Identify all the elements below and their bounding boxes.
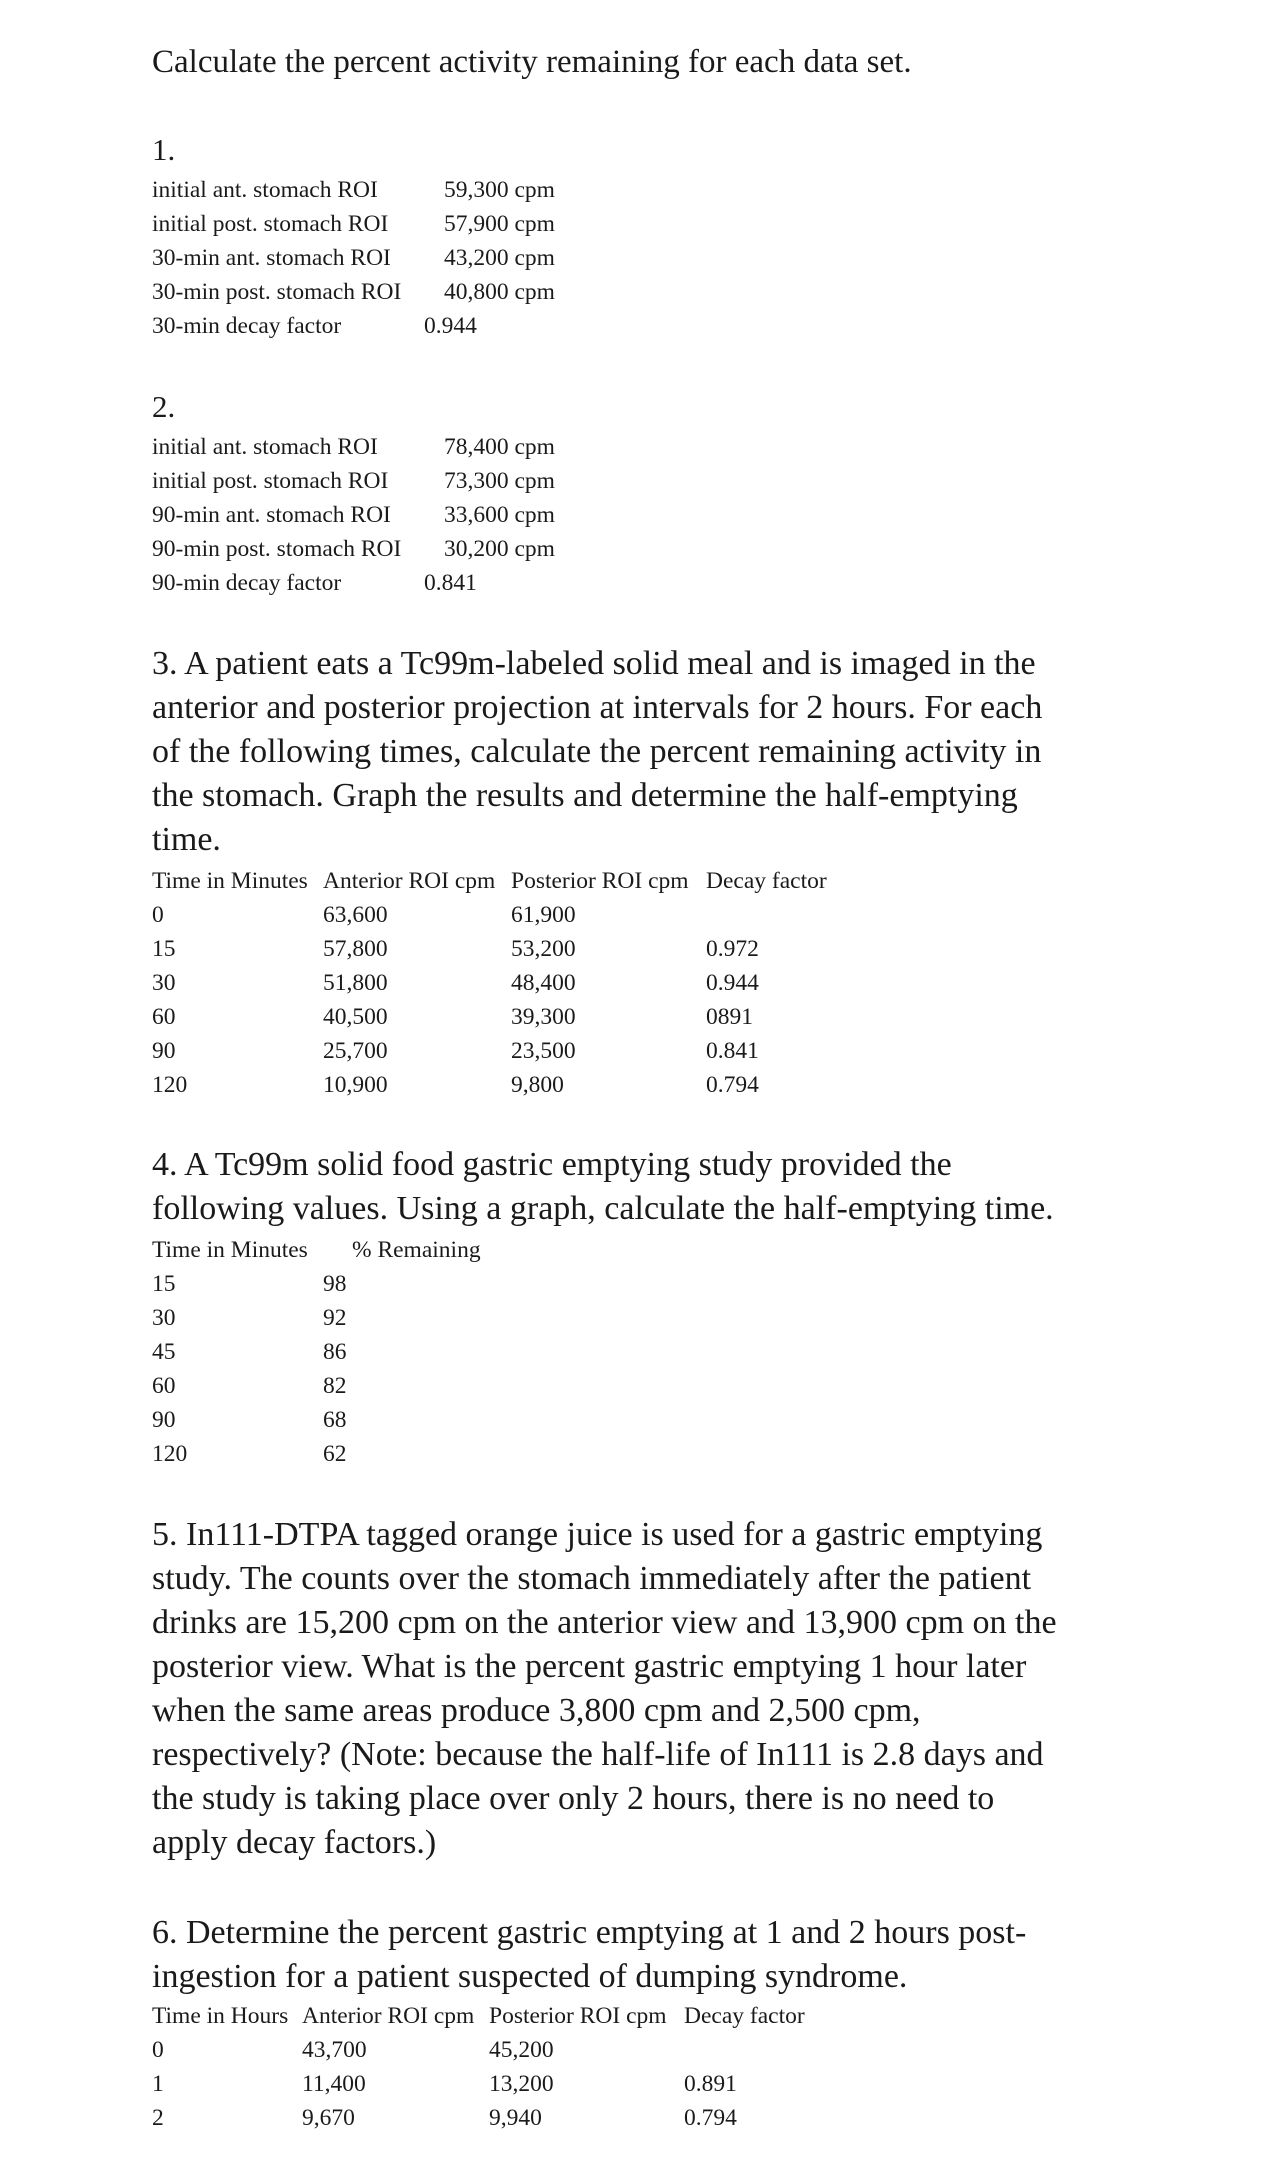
table-cell: 51,800 — [323, 970, 388, 996]
table-cell: 60 — [152, 1004, 176, 1030]
text-line: of the following times, calculate the percent remaining activity in — [152, 733, 1042, 770]
table-header: Posterior ROI cpm — [489, 2003, 667, 2029]
text-line: respectively? (Note: because the half-life of In111 is 2.8 days and — [152, 1736, 1044, 1773]
table-cell: 61,900 — [511, 902, 576, 928]
data-label: initial ant. stomach ROI — [152, 177, 378, 203]
table-cell: 53,200 — [511, 936, 576, 962]
problem-6-text — [152, 1911, 1026, 1999]
table-cell: 120 — [152, 1441, 188, 1467]
data-value: 43,200 cpm — [444, 245, 555, 271]
table-cell: 68 — [323, 1407, 347, 1433]
table-cell: 13,200 — [489, 2071, 554, 2097]
data-value: 0.944 — [424, 313, 477, 339]
data-label: 90-min ant. stomach ROI — [152, 502, 391, 528]
table-cell: 2 — [152, 2105, 164, 2131]
data-label: 30-min decay factor — [152, 313, 342, 339]
data-value: 78,400 cpm — [444, 434, 555, 460]
table-cell: 9,670 — [302, 2105, 355, 2131]
table-cell: 1 — [152, 2071, 164, 2097]
text-line: anterior and posterior projection at intervals for 2 hours. For each — [152, 689, 1043, 726]
table-cell: 60 — [152, 1373, 176, 1399]
table-cell: 11,400 — [302, 2071, 366, 2097]
table-cell: 57,800 — [323, 936, 388, 962]
data-label: 90-min post. stomach ROI — [152, 536, 402, 562]
problem-4-text — [152, 1143, 1054, 1231]
problem-5-text — [152, 1513, 1057, 1865]
table-cell: 0.841 — [706, 1038, 759, 1064]
data-label: initial ant. stomach ROI — [152, 434, 378, 460]
table-cell: 15 — [152, 1271, 176, 1297]
text-line: posterior view. What is the percent gastric emptying 1 hour later — [152, 1648, 1027, 1685]
table-cell: 30 — [152, 970, 176, 996]
data-value: 73,300 cpm — [444, 468, 555, 494]
table-cell: 25,700 — [323, 1038, 388, 1064]
table-header: Decay factor — [706, 868, 827, 894]
text-line: the study is taking place over only 2 hours, there is no need to — [152, 1780, 995, 1817]
table-cell: 9,800 — [511, 1072, 564, 1098]
problem-1-number: 1. — [152, 132, 176, 167]
table-cell: 40,500 — [323, 1004, 388, 1030]
table-cell: 98 — [323, 1271, 347, 1297]
text-line: when the same areas produce 3,800 cpm and 2,500 cpm, — [152, 1692, 921, 1729]
table-cell: 23,500 — [511, 1038, 576, 1064]
table-header: Time in Minutes — [152, 868, 308, 894]
table-cell: 0.972 — [706, 936, 759, 962]
text-line: following values. Using a graph, calculate the half-emptying time. — [152, 1190, 1054, 1227]
text-line: study. The counts over the stomach immediately after the patient — [152, 1560, 1032, 1597]
table-cell: 0.794 — [706, 1072, 759, 1098]
table-cell: 0.794 — [684, 2105, 737, 2131]
table-cell: 62 — [323, 1441, 347, 1467]
text-line: 4. A Tc99m solid food gastric emptying study provided the — [152, 1146, 952, 1183]
table-cell: 48,400 — [511, 970, 576, 996]
text-line: apply decay factors.) — [152, 1824, 437, 1861]
text-line: 3. A patient eats a Tc99m-labeled solid meal and is imaged in the — [152, 645, 1036, 682]
table-cell: 15 — [152, 936, 176, 962]
table-header: Anterior ROI cpm — [302, 2003, 475, 2029]
table-header: Anterior ROI cpm — [323, 868, 496, 894]
table-header: Decay factor — [684, 2003, 805, 2029]
data-value: 59,300 cpm — [444, 177, 555, 203]
data-value: 57,900 cpm — [444, 211, 555, 237]
table-cell: 10,900 — [323, 1072, 388, 1098]
table-cell: 120 — [152, 1072, 188, 1098]
problem-3-text — [152, 642, 1042, 862]
table-header: Posterior ROI cpm — [511, 868, 689, 894]
table-cell: 0 — [152, 902, 164, 928]
data-label: 30-min post. stomach ROI — [152, 279, 402, 305]
page-title: Calculate the percent activity remaining for each data set. — [152, 44, 912, 80]
table-cell: 63,600 — [323, 902, 388, 928]
table-cell: 0.944 — [706, 970, 759, 996]
table-header: Time in Minutes — [152, 1237, 308, 1263]
table-cell: 9,940 — [489, 2105, 542, 2131]
data-label: initial post. stomach ROI — [152, 468, 389, 494]
text-line: ingestion for a patient suspected of dumping syndrome. — [152, 1958, 908, 1995]
table-cell: 39,300 — [511, 1004, 576, 1030]
text-line: the stomach. Graph the results and determine the half-emptying — [152, 777, 1018, 814]
data-label: initial post. stomach ROI — [152, 211, 389, 237]
table-cell: 92 — [323, 1305, 347, 1331]
table-cell: 0 — [152, 2037, 164, 2063]
table-cell: 90 — [152, 1038, 176, 1064]
text-line: 6. Determine the percent gastric emptying at 1 and 2 hours post- — [152, 1914, 1027, 1951]
text-line: time. — [152, 821, 221, 858]
data-value: 30,200 cpm — [444, 536, 555, 562]
table-cell: 90 — [152, 1407, 176, 1433]
table-cell: 0891 — [706, 1004, 753, 1030]
table-cell: 82 — [323, 1373, 347, 1399]
problem-2-number: 2. — [152, 389, 176, 424]
table-cell: 45,200 — [489, 2037, 554, 2063]
table-cell: 86 — [323, 1339, 347, 1365]
data-value: 40,800 cpm — [444, 279, 555, 305]
table-cell: 30 — [152, 1305, 176, 1331]
data-value: 33,600 cpm — [444, 502, 555, 528]
table-cell: 45 — [152, 1339, 176, 1365]
table-cell: 0.891 — [684, 2071, 737, 2097]
data-label: 90-min decay factor — [152, 570, 342, 596]
data-label: 30-min ant. stomach ROI — [152, 245, 391, 271]
table-header: Time in Hours — [152, 2003, 289, 2029]
data-value: 0.841 — [424, 570, 477, 596]
text-line: 5. In111-DTPA tagged orange juice is used for a gastric emptying — [152, 1516, 1043, 1553]
text-line: drinks are 15,200 cpm on the anterior view and 13,900 cpm on the — [152, 1604, 1057, 1641]
table-header: % Remaining — [352, 1237, 481, 1263]
table-cell: 43,700 — [302, 2037, 367, 2063]
